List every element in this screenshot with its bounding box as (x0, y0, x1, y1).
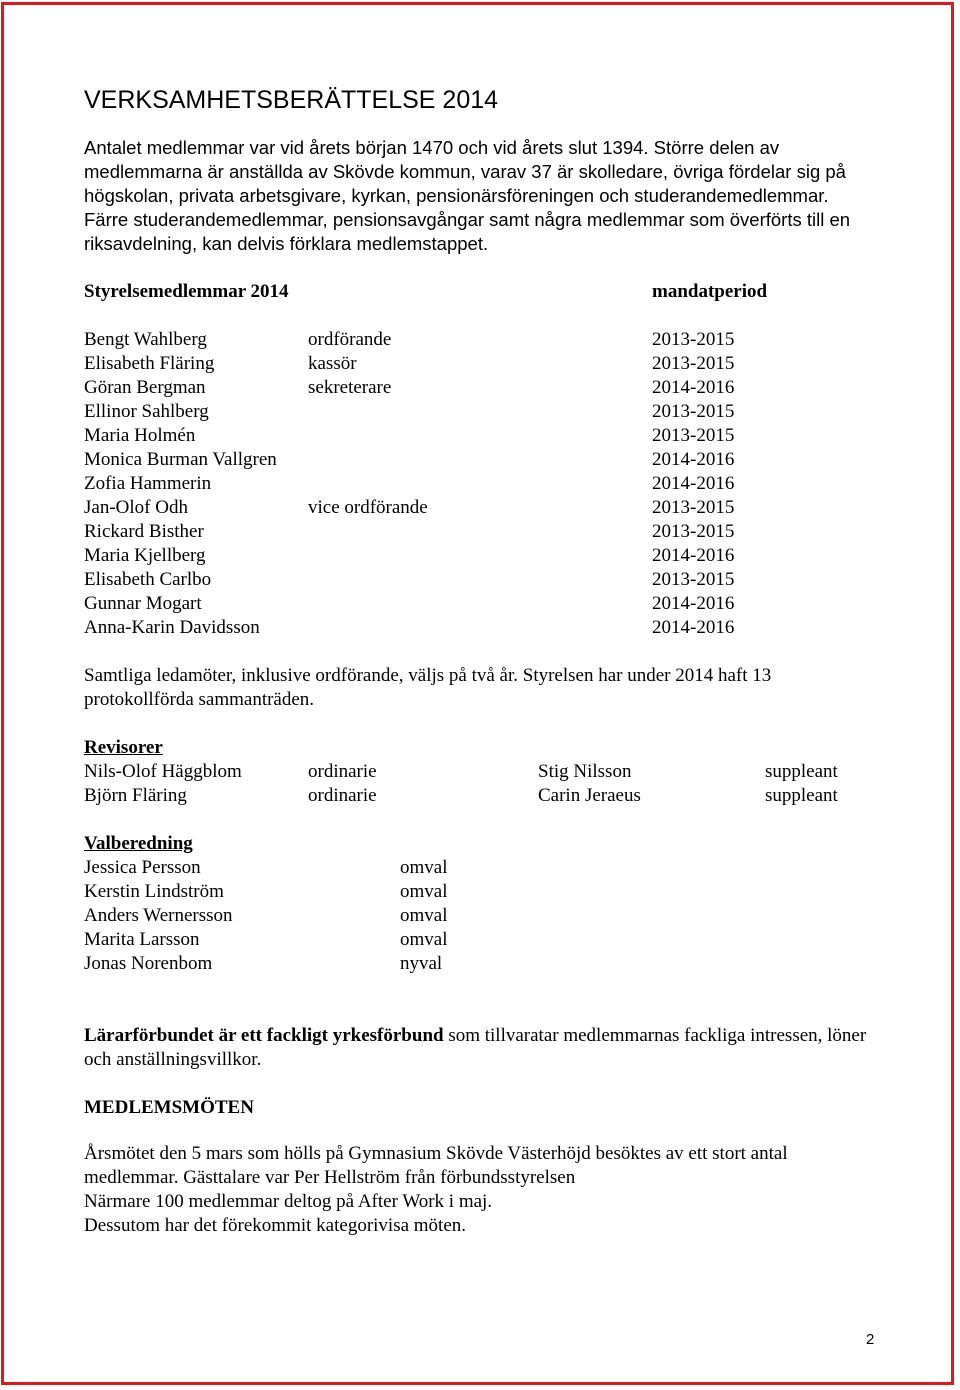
nominee-status: nyval (400, 953, 443, 974)
nominee-name: Marita Larsson (84, 929, 200, 950)
member-period: 2014-2016 (652, 617, 735, 638)
member-role (308, 592, 652, 616)
auditor-type: ordinarie (308, 785, 377, 806)
board-section (84, 280, 874, 712)
auditor-type: ordinarie (308, 761, 377, 782)
nominee-status: omval (400, 881, 448, 902)
member-period: 2014-2016 (652, 449, 735, 470)
auditor-row (84, 760, 874, 784)
member-role: kassör (308, 353, 357, 374)
member-name: Zofia Hammerin (84, 473, 212, 494)
auditor-row (84, 784, 874, 808)
member-period: 2014-2016 (652, 545, 735, 566)
member-role: sekreterare (308, 377, 392, 398)
nominee-name: Jessica Persson (84, 857, 201, 878)
member-name: Monica Burman Vallgren (84, 449, 277, 470)
member-name: Maria Holmén (84, 425, 196, 446)
deputy-type: suppleant (765, 761, 838, 782)
meetings-line: Årsmötet den 5 mars som hölls på Gymnasium Skövde Västerhöjd besöktes av ett stort antal medlemmar. Gästtalare var Per Hellström från förbundsstyrelsen (84, 1143, 788, 1188)
board-note: Samtliga ledamöter, inklusive ordförande, väljs på två år. Styrelsen har under 2014 haft 13 protokollförda sammanträden. (84, 665, 772, 710)
board-member-row (84, 568, 874, 592)
board-members-list (84, 328, 874, 640)
member-name: Elisabeth Carlbo (84, 569, 212, 590)
nominee-status: omval (400, 857, 448, 878)
nominee-name: Anders Wernersson (84, 905, 233, 926)
member-role (308, 472, 652, 496)
nominee-status: omval (400, 905, 448, 926)
intro-paragraph: Antalet medlemmar var vid årets början 1470 och vid årets slut 1394. Större delen av medlemmarna är anställda av Skövde kommun, varav 37 är skolledare, övriga fördelar sig på högskolan, privata arbetsgivare, kyrkan, pensionärsföreningen och studerandemedlemmar. Färre studerandemedlemmar, pensionsavgångar samt några medlemmar som överförts till en riksavdelning, kan delvis förklara medlemstappet. (84, 137, 851, 254)
member-period: 2014-2016 (652, 593, 735, 614)
board-member-row (84, 472, 874, 496)
meetings-line: Dessutom har det förekommit kategorivisa möten. (84, 1215, 467, 1236)
member-role (308, 448, 652, 472)
nomination-heading: Valberedning (84, 833, 193, 854)
board-member-row (84, 424, 874, 448)
nomination-list (84, 856, 874, 976)
board-member-row (84, 544, 874, 568)
member-role (308, 616, 652, 640)
member-period: 2013-2015 (652, 521, 735, 542)
member-period: 2013-2015 (652, 401, 735, 422)
member-role: ordförande (308, 329, 392, 350)
nominee-name: Jonas Norenbom (84, 953, 213, 974)
auditors-heading: Revisorer (84, 737, 163, 758)
union-rest-text: som tillvaratar medlemmarnas fackliga intressen, löner och anställningsvillkor. (84, 1025, 867, 1070)
member-period: 2013-2015 (652, 425, 735, 446)
board-header (84, 280, 874, 304)
board-member-row (84, 352, 874, 376)
board-member-row (84, 376, 874, 400)
board-member-row (84, 592, 874, 616)
nomination-row (84, 880, 874, 904)
content (84, 84, 874, 1238)
member-role: vice ordförande (308, 497, 428, 518)
member-name: Bengt Wahlberg (84, 329, 207, 350)
member-name: Jan-Olof Odh (84, 497, 188, 518)
board-member-row (84, 400, 874, 424)
nominee-name: Kerstin Lindström (84, 881, 224, 902)
page-number: 2 (866, 1331, 875, 1348)
nomination-row (84, 904, 874, 928)
period-heading: mandatperiod (652, 281, 768, 302)
member-period: 2014-2016 (652, 377, 735, 398)
member-name: Anna-Karin Davidsson (84, 617, 260, 638)
member-period: 2013-2015 (652, 497, 735, 518)
board-member-row (84, 448, 874, 472)
meetings-line: Närmare 100 medlemmar deltog på After Work i maj. (84, 1191, 493, 1212)
auditor-name: Björn Fläring (84, 785, 187, 806)
meetings-section (84, 1096, 874, 1238)
page-title: VERKSAMHETSBERÄTTELSE 2014 (84, 86, 499, 114)
member-name: Gunnar Mogart (84, 593, 202, 614)
deputy-type: suppleant (765, 785, 838, 806)
member-role (308, 400, 652, 424)
member-name: Elisabeth Fläring (84, 353, 215, 374)
board-member-row (84, 496, 874, 520)
member-role (308, 520, 652, 544)
member-role (308, 568, 652, 592)
member-period: 2013-2015 (652, 353, 735, 374)
nomination-row (84, 952, 874, 976)
member-period: 2013-2015 (652, 569, 735, 590)
auditor-name: Nils-Olof Häggblom (84, 761, 242, 782)
nomination-section (84, 832, 874, 976)
board-heading: Styrelsemedlemmar 2014 (84, 281, 289, 302)
board-member-row (84, 616, 874, 640)
member-role (308, 544, 652, 568)
board-member-row (84, 328, 874, 352)
nomination-row (84, 928, 874, 952)
auditors-section (84, 736, 874, 808)
deputy-name: Carin Jeraeus (538, 785, 641, 806)
member-role (308, 424, 652, 448)
board-member-row (84, 520, 874, 544)
union-paragraph (84, 1024, 874, 1072)
member-name: Ellinor Sahlberg (84, 401, 209, 422)
nominee-status: omval (400, 929, 448, 950)
union-bold-text: Lärarförbundet är ett fackligt yrkesförbund (84, 1025, 444, 1046)
auditors-list (84, 760, 874, 808)
member-period: 2013-2015 (652, 329, 735, 350)
member-period: 2014-2016 (652, 473, 735, 494)
member-name: Maria Kjellberg (84, 545, 206, 566)
deputy-name: Stig Nilsson (538, 761, 632, 782)
member-name: Göran Bergman (84, 377, 206, 398)
meetings-heading: MEDLEMSMÖTEN (84, 1097, 254, 1118)
nomination-row (84, 856, 874, 880)
member-name: Rickard Bisther (84, 521, 204, 542)
